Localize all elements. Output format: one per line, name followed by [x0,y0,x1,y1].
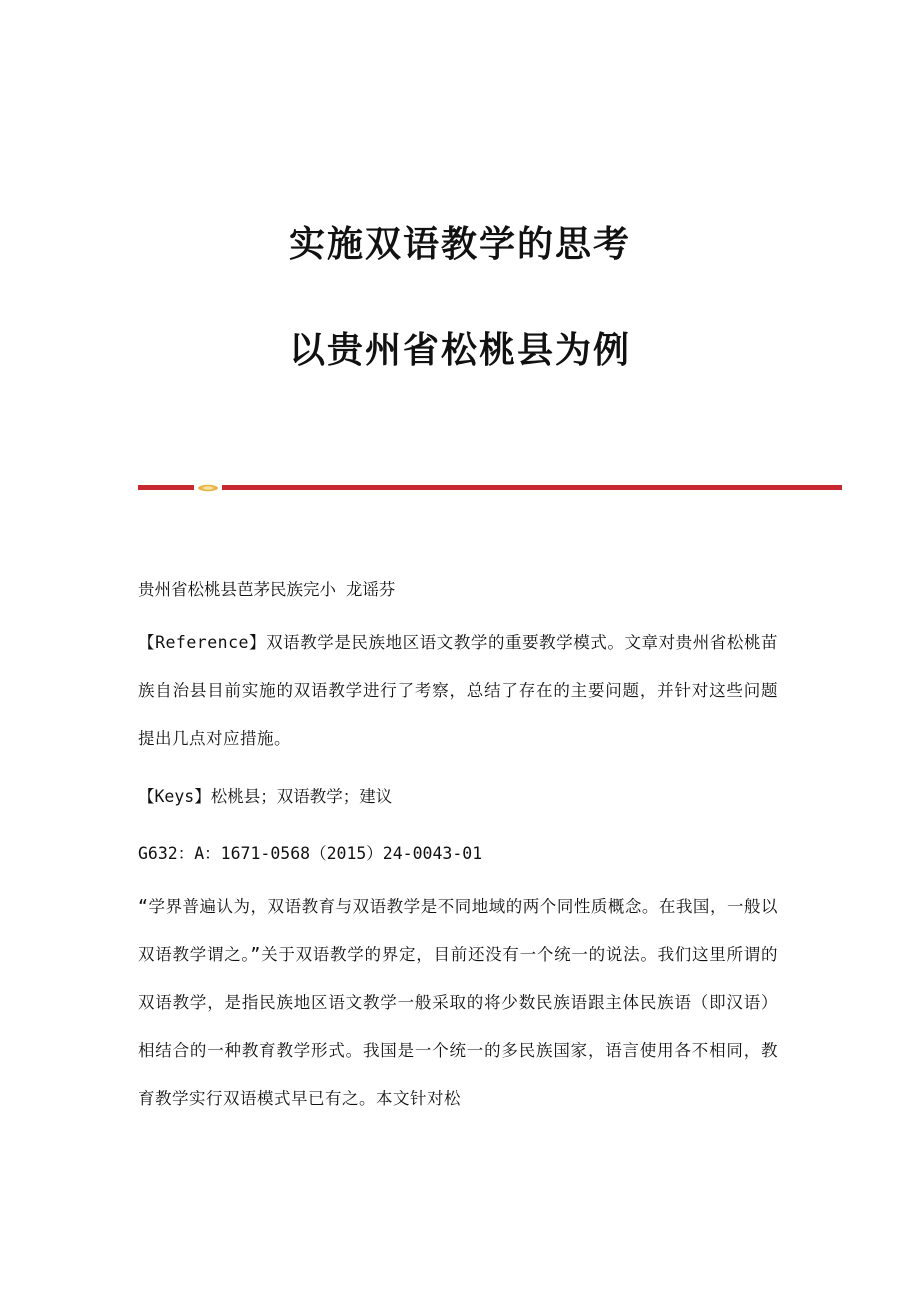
document-title: 实施双语教学的思考 [288,223,631,265]
title-divider-right [222,485,842,490]
author-line: 贵州省松桃县芭茅民族完小 龙谣芬 [138,580,396,599]
abstract-text: 双语教学是民族地区语文教学的重要教学模式。文章对贵州省松桃苗族自治县目前实施的双语教学进行了考察，总结了存在的主要问题，并针对这些问题提出几点对应措施。 [138,633,779,748]
document-subtitle: 以贵州省松桃县为例 [288,329,631,371]
title-divider-left [138,485,194,490]
abstract-label: 【Reference】 [138,633,267,652]
keywords-line [138,783,778,807]
abstract-paragraph [138,619,778,763]
body-paragraph: “学界普遍认为，双语教育与双语教学是不同地域的两个同性质概念。在我国，一般以双语教学谓之。”关于双语教学的界定，目前还没有一个统一的说法。我们这里所谓的双语教学，是指民族地区语文教学一般采取的将少数民族语跟主体民族语（即汉语）相结合的一种教育教学形式。我国是一个统一的多民族国家，语言使用各不相同，教育教学实行双语模式早已有之。本文针对松 [138,897,778,1108]
keywords-text: 松桃县；双语教学；建议 [210,787,393,806]
divider-ornament-icon [197,484,219,492]
keywords-label: 【Keys】 [138,787,211,806]
classification-code: G632：A：1671-0568（2015）24-0043-01 [138,844,483,863]
